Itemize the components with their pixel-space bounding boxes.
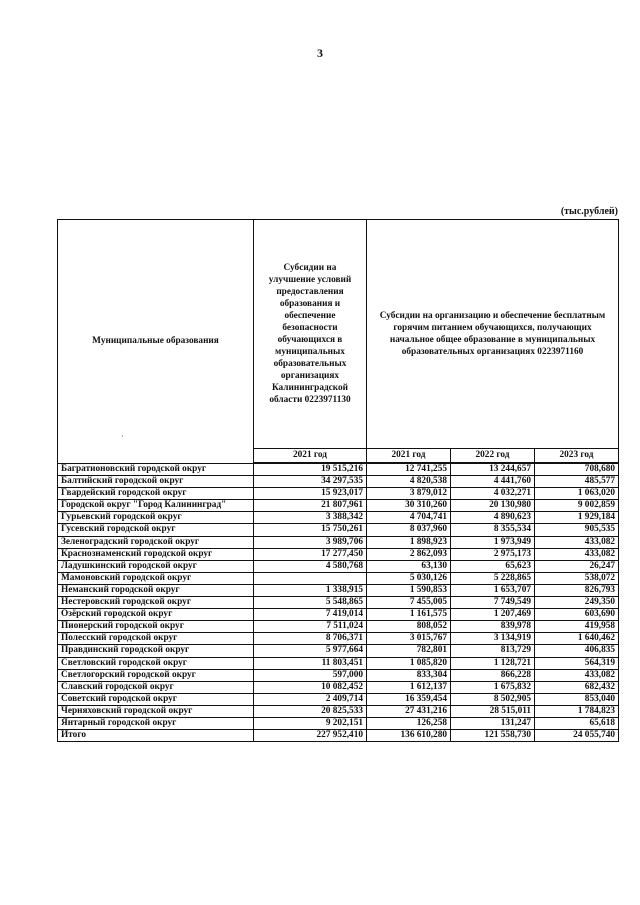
value-cell: 2 862,093 xyxy=(367,548,451,560)
value-cell: 131,247 xyxy=(451,717,535,729)
value-cell: 16 359,454 xyxy=(367,693,451,705)
value-cell: 20 825,533 xyxy=(254,705,367,717)
table-row xyxy=(58,560,619,572)
value-cell: 4 032,271 xyxy=(451,488,535,500)
value-cell: 63,130 xyxy=(367,560,451,572)
table-row xyxy=(58,548,619,560)
value-cell: 12 741,255 xyxy=(367,463,451,476)
value-cell: 905,535 xyxy=(535,524,619,536)
table-row xyxy=(58,693,619,705)
year-header: 2021 год xyxy=(367,449,451,464)
value-cell: 538,072 xyxy=(535,572,619,584)
municipality-name: Краснознаменский городской округ xyxy=(58,548,254,560)
value-cell: 15 750,261 xyxy=(254,524,367,536)
table-row xyxy=(58,512,619,524)
municipality-name: Зеленоградский городской округ xyxy=(58,536,254,548)
value-cell: 3 134,919 xyxy=(451,633,535,645)
value-cell: 9 202,151 xyxy=(254,717,367,729)
value-cell: 249,350 xyxy=(535,597,619,609)
value-cell: 5 030,126 xyxy=(367,572,451,584)
value-cell: 813,729 xyxy=(451,645,535,657)
municipality-name: Янтарный городской округ xyxy=(58,717,254,729)
value-cell: 1 207,469 xyxy=(451,609,535,621)
value-cell: 5 977,664 xyxy=(254,645,367,657)
value-cell: 65,623 xyxy=(451,560,535,572)
value-cell: 4 820,538 xyxy=(367,476,451,488)
value-cell: 2 409,714 xyxy=(254,693,367,705)
year-header: 2022 год xyxy=(451,449,535,464)
table-row xyxy=(58,500,619,512)
header-municipal: Муниципальные образования xyxy=(58,220,254,464)
value-cell: 5 228,865 xyxy=(451,572,535,584)
value-cell: 11 803,451 xyxy=(254,657,367,669)
value-cell: 808,052 xyxy=(367,621,451,633)
table-row xyxy=(58,621,619,633)
value-cell: 3 015,767 xyxy=(367,633,451,645)
table-row xyxy=(58,645,619,657)
value-cell: 9 002,859 xyxy=(535,500,619,512)
value-cell: 1 898,923 xyxy=(367,536,451,548)
municipality-name: Багратионовский городской округ xyxy=(58,463,254,476)
value-cell: 3 879,012 xyxy=(367,488,451,500)
value-cell: 826,793 xyxy=(535,584,619,596)
table-row xyxy=(58,633,619,645)
value-cell: 126,258 xyxy=(367,717,451,729)
value-cell: 682,432 xyxy=(535,681,619,693)
table-body xyxy=(58,463,619,742)
municipality-name: Неманский городской округ xyxy=(58,584,254,596)
page-number: 3 xyxy=(317,46,323,60)
value-cell: 4 890,623 xyxy=(451,512,535,524)
value-cell: 1 063,020 xyxy=(535,488,619,500)
header-subsidy-meals: Субсидии на организацию и обеспечение бесплатным горячим питанием обучающихся, получающих начальное общее образование в муниципальных образовательных организациях 0223971160 xyxy=(367,220,619,449)
value-cell: 782,801 xyxy=(367,645,451,657)
value-cell: 121 558,730 xyxy=(451,730,535,742)
municipality-name: Черняховский городской округ xyxy=(58,705,254,717)
value-cell: 853,040 xyxy=(535,693,619,705)
value-cell: 21 807,961 xyxy=(254,500,367,512)
municipality-name: Озёрский городской округ xyxy=(58,609,254,621)
municipality-name: Пионерский городской округ xyxy=(58,621,254,633)
value-cell: 833,304 xyxy=(367,669,451,681)
value-cell: 28 515,011 xyxy=(451,705,535,717)
value-cell: 27 431,216 xyxy=(367,705,451,717)
municipality-name: Гусевский городской округ xyxy=(58,524,254,536)
value-cell: 30 310,260 xyxy=(367,500,451,512)
value-cell: 1 338,915 xyxy=(254,584,367,596)
table-row xyxy=(58,476,619,488)
value-cell: 1 128,721 xyxy=(451,657,535,669)
table-row xyxy=(58,463,619,476)
value-cell: 5 548,865 xyxy=(254,597,367,609)
table-row xyxy=(58,681,619,693)
value-cell: 708,680 xyxy=(535,463,619,476)
value-cell: 8 037,960 xyxy=(367,524,451,536)
value-cell: 2 975,173 xyxy=(451,548,535,560)
table-row xyxy=(58,536,619,548)
value-cell: 7 511,024 xyxy=(254,621,367,633)
value-cell: 433,082 xyxy=(535,536,619,548)
value-cell: 15 923,017 xyxy=(254,488,367,500)
value-cell: 1 590,853 xyxy=(367,584,451,596)
value-cell xyxy=(254,572,367,584)
value-cell: 406,835 xyxy=(535,645,619,657)
table-row xyxy=(58,488,619,500)
value-cell: 485,577 xyxy=(535,476,619,488)
municipality-name: Полесский городской округ xyxy=(58,633,254,645)
value-cell: 3 388,342 xyxy=(254,512,367,524)
value-cell: 24 055,740 xyxy=(535,730,619,742)
value-cell: 26,247 xyxy=(535,560,619,572)
stray-mark: · xyxy=(121,432,124,441)
value-cell: 1 675,832 xyxy=(451,681,535,693)
value-cell: 7 419,014 xyxy=(254,609,367,621)
value-cell: 4 580,768 xyxy=(254,560,367,572)
municipality-name: Гвардейский городской округ xyxy=(58,488,254,500)
value-cell: 1 784,823 xyxy=(535,705,619,717)
unit-label: (тыс.рублей) xyxy=(560,206,618,217)
municipality-name: Балтийский городской округ xyxy=(58,476,254,488)
value-cell: 8 355,534 xyxy=(451,524,535,536)
year-header: 2023 год xyxy=(535,449,619,464)
subsidy-table xyxy=(57,219,619,742)
table-row xyxy=(58,669,619,681)
header-subsidy-improvement: Субсидии на улучшение условий предоставления образования и обеспечение безопасности обучающихся в муниципальных образовательных организациях Калининградской области 0223971130 xyxy=(254,220,367,449)
value-cell: 10 082,452 xyxy=(254,681,367,693)
value-cell: 1 653,707 xyxy=(451,584,535,596)
table-row xyxy=(58,524,619,536)
value-cell: 866,228 xyxy=(451,669,535,681)
table-row xyxy=(58,584,619,596)
value-cell: 1 929,184 xyxy=(535,512,619,524)
value-cell: 8 706,371 xyxy=(254,633,367,645)
value-cell: 4 441,760 xyxy=(451,476,535,488)
value-cell: 19 515,216 xyxy=(254,463,367,476)
value-cell: 603,690 xyxy=(535,609,619,621)
table-row xyxy=(58,657,619,669)
value-cell: 1 161,575 xyxy=(367,609,451,621)
value-cell: 564,319 xyxy=(535,657,619,669)
value-cell: 433,082 xyxy=(535,548,619,560)
value-cell: 597,000 xyxy=(254,669,367,681)
value-cell: 1 612,137 xyxy=(367,681,451,693)
value-cell: 20 130,980 xyxy=(451,500,535,512)
value-cell: 3 989,706 xyxy=(254,536,367,548)
table-row xyxy=(58,717,619,729)
value-cell: 65,618 xyxy=(535,717,619,729)
value-cell: 17 277,450 xyxy=(254,548,367,560)
value-cell: 433,082 xyxy=(535,669,619,681)
total-label: Итого xyxy=(58,730,254,742)
value-cell: 7 749,549 xyxy=(451,597,535,609)
municipality-name: Светловский городской округ xyxy=(58,657,254,669)
year-header: 2021 год xyxy=(254,449,367,464)
table-row xyxy=(58,597,619,609)
value-cell: 1 640,462 xyxy=(535,633,619,645)
municipality-name: Нестеровский городской округ xyxy=(58,597,254,609)
value-cell: 7 455,005 xyxy=(367,597,451,609)
municipality-name: Городской округ "Город Калининград" xyxy=(58,500,254,512)
municipality-name: Мамоновский городской округ xyxy=(58,572,254,584)
municipality-name: Советский городской округ xyxy=(58,693,254,705)
value-cell: 227 952,410 xyxy=(254,730,367,742)
value-cell: 1 085,820 xyxy=(367,657,451,669)
municipality-name: Ладушкинский городской округ xyxy=(58,560,254,572)
value-cell: 13 244,657 xyxy=(451,463,535,476)
table-row xyxy=(58,572,619,584)
total-row xyxy=(58,730,619,742)
value-cell: 4 704,741 xyxy=(367,512,451,524)
value-cell: 1 973,949 xyxy=(451,536,535,548)
municipality-name: Гурьевский городской округ xyxy=(58,512,254,524)
municipality-name: Славский городской округ xyxy=(58,681,254,693)
value-cell: 34 297,535 xyxy=(254,476,367,488)
value-cell: 136 610,280 xyxy=(367,730,451,742)
value-cell: 8 502,905 xyxy=(451,693,535,705)
municipality-name: Светлогорский городской округ xyxy=(58,669,254,681)
table-row xyxy=(58,705,619,717)
municipality-name: Правдинский городской округ xyxy=(58,645,254,657)
value-cell: 419,958 xyxy=(535,621,619,633)
value-cell: 839,978 xyxy=(451,621,535,633)
table-row xyxy=(58,609,619,621)
